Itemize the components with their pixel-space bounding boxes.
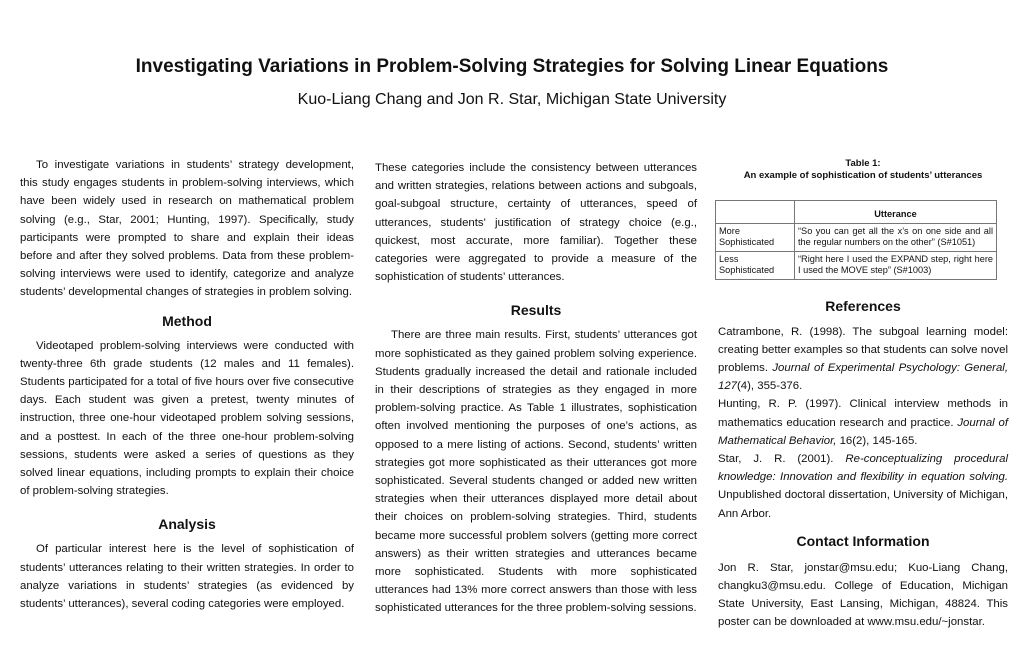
- table-row: [716, 251, 997, 279]
- reference-text: Hunting, R. P. (1997). Clinical interview methods in mathematics education research and practice.: [718, 398, 1008, 429]
- references-heading: References: [825, 297, 901, 314]
- table-row: [716, 223, 997, 251]
- method-paragraph: Videotaped problem-solving interviews were conducted with twenty-three 6th grade students (12 males and 11 females). Students participated for a total of five hours over five consecutive days. Each student was given a pretest, twenty minutes of instruction, three one-hour videotaped problem solving sessions, and a posttest. In each of the three one-hour problem-solving sessions, students were asked a series of questions as they solved linear equations, including prompts to explain their choice of problem-solving strategies.: [20, 339, 354, 498]
- column-middle: [375, 159, 697, 618]
- analysis-paragraph: Of particular interest here is the level of sophistication of students’ utterances relating to their written strategies. In order to analyze variations in students’ strategies (as evidenced by students’ utterances), several coding categories were employed.: [20, 543, 354, 611]
- utterance-table: [715, 200, 997, 280]
- column-right: [718, 158, 1008, 632]
- results-heading: Results: [510, 302, 562, 319]
- reference-source: Journal of Experimental Psychology: General, 127: [718, 361, 1008, 393]
- table-row-utterance: “So you can get all the x’s on one side and all the regular numbers on the other” (S#1051): [795, 223, 997, 251]
- reference-text: (4), 355-376.: [737, 380, 803, 393]
- intro-paragraph: To investigate variations in students’ strategy development, this study engages students in problem-solving interviews, which have been widely used in research on mathematical problem solving (e.g., Star, 2001; Hunting, 1997). Specifically, study participants were prompted to share and explain their ideas before and after they solved problems. Data from these problem-solving interviews were used to identify, categorize and analyze students’ developmental changes of strategies in problem solving.: [20, 159, 354, 299]
- poster-title: Investigating Variations in Problem-Solving Strategies for Solving Linear Equations: [135, 56, 889, 77]
- table-row-label: More Sophisticated: [716, 223, 795, 251]
- references-list: [718, 323, 1008, 523]
- table-caption: [718, 158, 1008, 182]
- table-row-label: Less Sophisticated: [716, 251, 795, 279]
- reference-text: Unpublished doctoral dissertation, University of Michigan, Ann Arbor.: [718, 489, 1008, 520]
- analysis-heading: Analysis: [158, 516, 216, 533]
- reference-item: [718, 323, 1008, 396]
- table-header-utterance: Utterance: [795, 201, 997, 224]
- results-paragraph: There are three main results. First, students’ utterances got more sophisticated as they gained problem solving experience. Students gradually increased the detail and rationale included in their descriptions of strategies as they engaged in more problem-solving practice. As Table 1 illustrates, sophistication often involved mentioning the purposes of one’s actions, as opposed to a mere listing of actions. Second, students’ written strategies got more sophisticated as their utterances got more sophisticated. Several students changed or added new written strategies when their utterances displayed more detail about their choices on problem-solving strategies. Third, students became more successful problem solvers (getting more correct answers) as their written strategies and utterances became more sophisticated. Students with more sophisticated utterances had 13% more correct answers than those with less sophisticated utterances for the three problem-solving sessions.: [375, 329, 697, 615]
- reference-source: Journal of Mathematical Behavior,: [718, 416, 1008, 447]
- reference-text: Star, J. R. (2001).: [718, 452, 846, 465]
- categories-paragraph: These categories include the consistency between utterances and written strategies, relations between actions and subgoals, goal-subgoal structure, certainty of utterances, speed of utterances, students' justification of strategy choice (e.g., quickest, most accurate, more familiar). Together these categories were aggregated to provide a measure of the sophistication of students’ utterances.: [375, 162, 697, 284]
- contact-heading: Contact Information: [796, 532, 930, 549]
- contact-paragraph: Jon R. Star, jonstar@msu.edu; Kuo-Liang Chang, changku3@msu.edu. College of Education, Michigan State University, East Lansing, Michigan, 48824. This poster can be downloaded at www.msu.edu/~jonstar.: [718, 561, 1008, 629]
- column-left: [20, 156, 354, 613]
- reference-source: Re-conceptualizing procedural knowledge: Innovation and flexibility in equation solving.: [718, 452, 1008, 484]
- reference-text: 16(2), 145-165.: [836, 434, 918, 447]
- reference-item: [718, 395, 1008, 450]
- table-caption-title: An example of sophistication of students’ utterances: [743, 170, 983, 181]
- table-caption-number: Table 1:: [845, 158, 881, 169]
- reference-item: [718, 450, 1008, 523]
- poster-authors: Kuo-Liang Chang and Jon R. Star, Michigan State University: [297, 91, 727, 108]
- method-heading: Method: [162, 312, 212, 329]
- table-header-row: [716, 201, 997, 224]
- table-header-empty: [716, 201, 795, 224]
- table-row-utterance: “Right here I used the EXPAND step, right here I used the MOVE step” (S#1003): [795, 251, 997, 279]
- reference-text: Catrambone, R. (1998). The subgoal learning model: creating better examples so that students can solve novel problems.: [718, 325, 1008, 374]
